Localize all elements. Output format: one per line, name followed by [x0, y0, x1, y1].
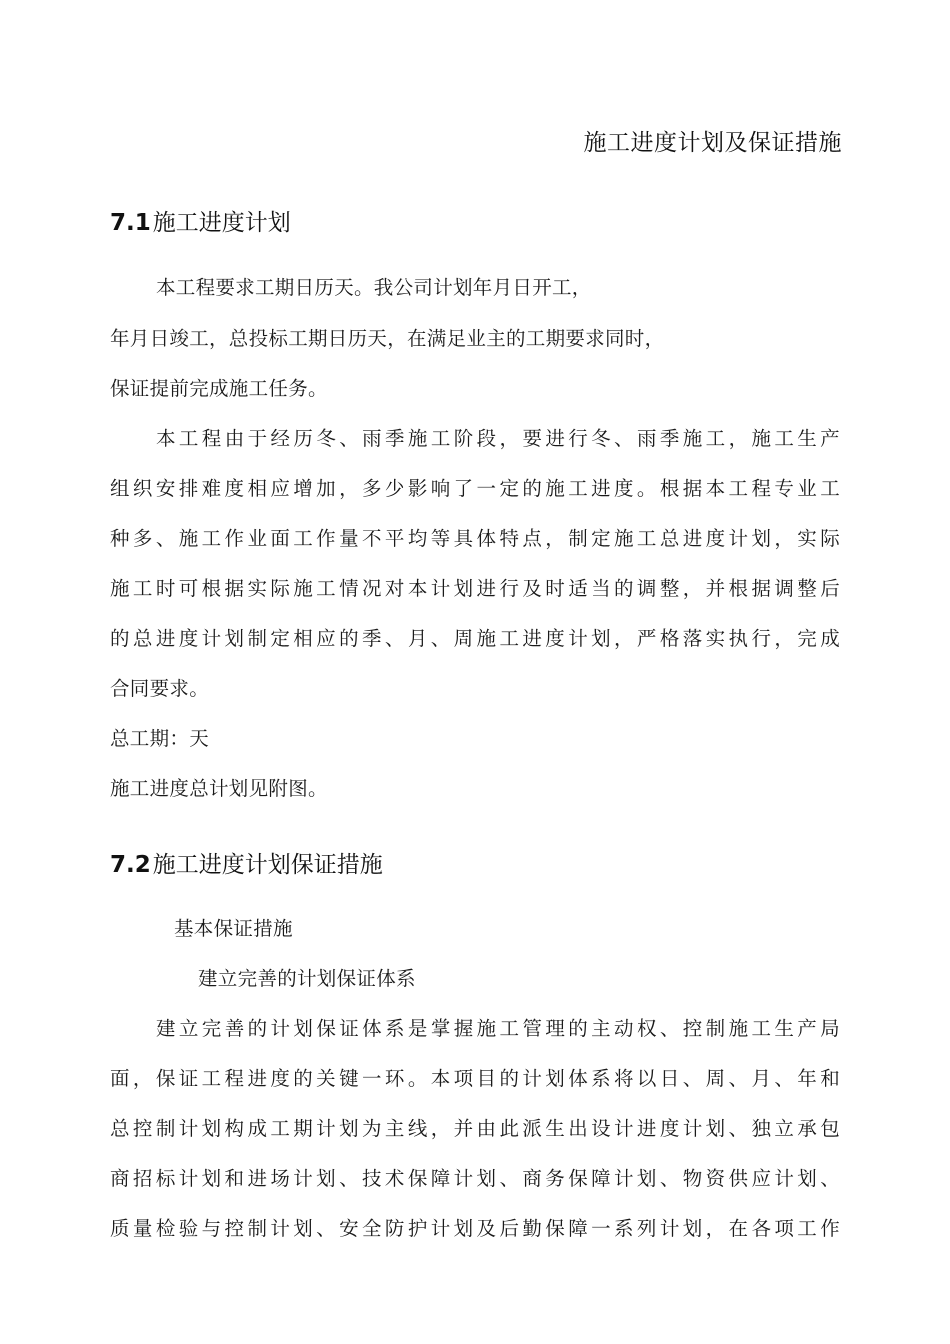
para2-line-5: 的总进度计划制定相应的季、月、周施工进度计划，严格落实执行，完成 — [110, 627, 840, 650]
para2-line-3: 种多、施工作业面工作量不平均等具体特点，制定施工总进度计划，实际 — [110, 527, 840, 550]
subheading-basic-measures: 基本保证措施 — [174, 917, 293, 940]
para2-line-2: 组织安排难度相应增加，多少影响了一定的施工进度。根据本工程专业工 — [110, 477, 840, 500]
para3-line-2: 面，保证工程进度的关键一环。本项目的计划体系将以日、周、月、年和 — [110, 1067, 840, 1090]
para2-line-1: 本工程由于经历冬、雨季施工阶段，要进行冬、雨季施工，施工生产 — [156, 427, 840, 450]
schedule-note: 施工进度总计划见附图。 — [110, 777, 328, 800]
para2-line-6: 合同要求。 — [110, 677, 210, 700]
section-7-1-number: 7.1 — [110, 210, 151, 236]
para3-line-5: 质量检验与控制计划、安全防护计划及后勤保障一系列计划，在各项工作 — [110, 1217, 840, 1240]
para1-line-2: 年月日竣工，总投标工期日历天，在满足业主的工期要求同时， — [110, 327, 665, 350]
document-title: 施工进度计划及保证措施 — [583, 130, 842, 156]
para1-line-3: 保证提前完成施工任务。 — [110, 377, 328, 400]
para1-line-1: 本工程要求工期日历天。我公司计划年月日开工， — [156, 276, 592, 299]
section-7-2-heading — [110, 846, 383, 879]
section-7-2-number: 7.2 — [110, 852, 151, 878]
total-period: 总工期：天 — [110, 727, 210, 750]
section-7-1-title: 施工进度计划 — [152, 210, 291, 236]
para2-line-4: 施工时可根据实际施工情况对本计划进行及时适当的调整，并根据调整后 — [110, 577, 840, 600]
para3-line-4: 商招标计划和进场计划、技术保障计划、商务保障计划、物资供应计划、 — [110, 1167, 840, 1190]
section-7-2-title: 施工进度计划保证措施 — [152, 852, 383, 878]
para3-line-3: 总控制计划构成工期计划为主线，并由此派生出设计进度计划、独立承包 — [110, 1117, 840, 1140]
section-7-1-heading — [110, 204, 291, 237]
para3-line-1: 建立完善的计划保证体系是掌握施工管理的主动权、控制施工生产局 — [156, 1017, 840, 1040]
subheading-plan-system: 建立完善的计划保证体系 — [198, 967, 416, 990]
